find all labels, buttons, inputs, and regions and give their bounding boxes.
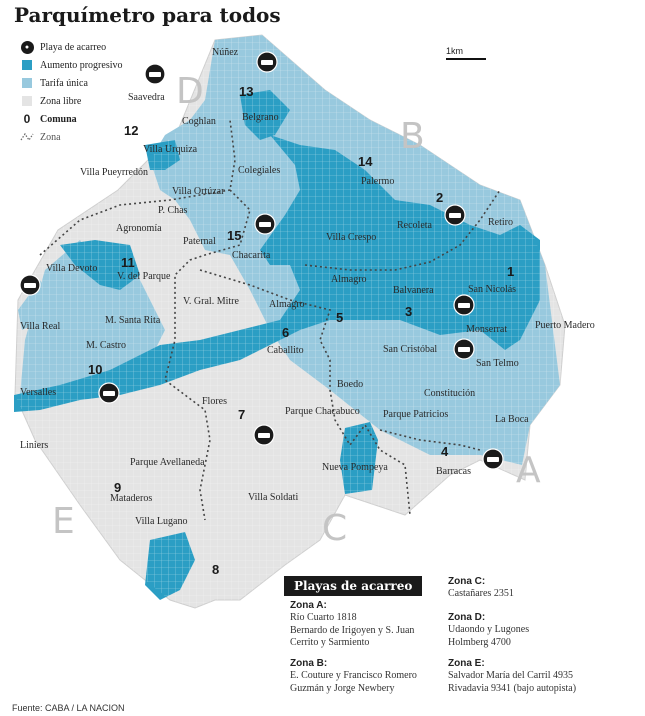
zona-a-line: Bernardo de Irigoyen y S. Juan — [290, 624, 415, 636]
legend-label: Zona libre — [40, 95, 82, 107]
neighborhood-label: Villa Devoto — [46, 263, 98, 274]
neighborhood-label: Versalles — [20, 387, 57, 398]
playas-title: Playas de acarreo — [284, 576, 422, 596]
comuna-number: 7 — [238, 407, 246, 422]
legend-item-comuna — [20, 110, 123, 128]
neighborhood-label: Flores — [202, 396, 227, 407]
neighborhood-label: Villa Real — [20, 321, 61, 332]
neighborhood-label: San Cristóbal — [383, 344, 438, 355]
zona-b-line: Guzmán y Jorge Newbery — [290, 682, 395, 694]
source-credit: Fuente: CABA / LA NACION — [12, 703, 125, 713]
neighborhood-label: M. Santa Rita — [105, 315, 161, 326]
legend-item-free — [20, 92, 123, 110]
zone-letter-a: A — [516, 450, 541, 491]
comuna-number: 5 — [336, 310, 344, 325]
neighborhood-label: Parque Patricios — [383, 409, 449, 420]
neighborhood-label: Villa Crespo — [326, 232, 377, 243]
neighborhood-label: M. Castro — [86, 340, 126, 351]
playas-box — [284, 576, 636, 706]
zone-letter-c: C — [322, 508, 348, 549]
zona-e-heading: Zona E: — [448, 658, 485, 669]
neighborhood-label: Villa Pueyrredón — [80, 167, 148, 178]
comuna-number: 12 — [124, 123, 139, 138]
zona-d-line: Holmberg 4700 — [448, 636, 511, 648]
legend-item-single-rate — [20, 74, 123, 92]
legend-item-zona — [20, 128, 123, 146]
zona-a-line: Cerrito y Sarmiento — [290, 637, 370, 648]
comuna-number: 4 — [441, 444, 449, 459]
comuna-number: 3 — [405, 304, 413, 319]
legend-label: Tarifa única — [40, 77, 88, 89]
map-title: Parquímetro para todos — [14, 3, 281, 27]
comuna-number: 8 — [212, 562, 220, 577]
neighborhood-label: Nueva Pompeya — [322, 462, 388, 473]
zona-b-line: E. Couture y Francisco Romero — [290, 670, 417, 681]
neighborhood-label: Liniers — [20, 440, 49, 451]
swatch-icon — [20, 94, 34, 108]
tow-truck-icon: ● — [20, 40, 34, 54]
neighborhood-label: Villa Ortúzar — [172, 186, 225, 197]
zona-a-line: Río Cuarto 1818 — [290, 612, 357, 623]
neighborhood-label: V. Gral. Mitre — [183, 296, 239, 307]
neighborhood-label: Agronomía — [116, 223, 162, 234]
neighborhood-label: Colegiales — [238, 165, 281, 176]
comuna-number: 15 — [227, 228, 242, 243]
swatch-icon — [20, 58, 34, 72]
neighborhood-label: Mataderos — [110, 493, 153, 504]
neighborhood-label: Villa Soldati — [248, 492, 299, 503]
neighborhood-label: Retiro — [488, 217, 513, 228]
neighborhood-label: Almagro — [269, 299, 305, 310]
comuna-number: 11 — [121, 255, 135, 270]
neighborhood-label: Saavedra — [128, 92, 165, 103]
comuna-number: 2 — [436, 190, 444, 205]
neighborhood-label: Belgrano — [242, 112, 279, 123]
comuna-number: 6 — [282, 325, 290, 340]
neighborhood-label: Parque Avellaneda — [130, 457, 205, 468]
neighborhood-label: Palermo — [361, 176, 395, 187]
zona-d-lines — [448, 624, 529, 649]
legend-label: Playa de acarreo — [40, 41, 107, 53]
neighborhood-label: Recoleta — [397, 220, 432, 231]
comuna-number: 1 — [507, 264, 515, 279]
dotted-line-icon — [20, 130, 34, 144]
comuna-number: 13 — [239, 84, 254, 99]
legend-label: Aumento progresivo — [40, 59, 123, 71]
scale-bar — [446, 46, 486, 60]
neighborhood-label: P. Chas — [158, 205, 188, 216]
zone-letter-e: E — [52, 501, 75, 542]
zone-letter-b: B — [400, 116, 425, 157]
legend-item-tow — [20, 38, 123, 56]
neighborhood-label: Núñez — [212, 47, 239, 58]
legend-label: Comuna — [40, 113, 77, 125]
zona-b-heading: Zona B: — [290, 658, 328, 669]
comuna-number: 14 — [358, 154, 373, 169]
neighborhood-label: Coghlan — [182, 116, 216, 127]
zona-c-line: Castañares 2351 — [448, 588, 514, 599]
neighborhood-label: Villa Urquiza — [143, 144, 198, 155]
zona-e-line: Salvador María del Carril 4935 — [448, 670, 573, 681]
comuna-number-symbol: 0 — [23, 112, 31, 126]
neighborhood-label: Chacarita — [232, 250, 271, 261]
legend-item-progressive — [20, 56, 123, 74]
comuna-number: 9 — [114, 480, 122, 495]
scale-label: 1km — [446, 46, 464, 56]
neighborhood-label: Villa Lugano — [135, 516, 188, 527]
zona-c-lines — [448, 588, 514, 601]
zona-e-line: Rivadavia 9341 (bajo autopista) — [448, 682, 577, 694]
swatch-icon — [20, 76, 34, 90]
neighborhood-label: Almagro — [331, 274, 367, 285]
neighborhood-label: Balvanera — [393, 285, 434, 296]
zona-a-heading: Zona A: — [290, 600, 327, 611]
neighborhood-label: Puerto Madero — [535, 320, 595, 331]
zona-a-lines — [290, 612, 414, 650]
zona-d-line: Udaondo y Lugones — [448, 624, 530, 635]
legend-label: Zona — [40, 131, 61, 143]
neighborhood-label: V. del Parque — [117, 271, 171, 282]
zona-c-heading: Zona C: — [448, 576, 486, 587]
neighborhood-label: Barracas — [436, 466, 471, 477]
neighborhood-label: Boedo — [337, 379, 364, 390]
neighborhood-label: San Nicolás — [468, 284, 517, 295]
neighborhood-label: Caballito — [267, 345, 304, 356]
neighborhood-label: La Boca — [495, 414, 529, 425]
neighborhood-label: Constitución — [424, 388, 476, 399]
neighborhood-label: Paternal — [183, 236, 216, 247]
zona-e-lines — [448, 670, 576, 695]
comuna-number: 10 — [88, 362, 103, 377]
zona-b-lines — [290, 670, 417, 695]
neighborhood-label: Monserrat — [466, 324, 508, 335]
neighborhood-label: San Telmo — [476, 358, 519, 369]
zone-letter-d: D — [176, 71, 204, 112]
zona-d-heading: Zona D: — [448, 612, 486, 623]
neighborhood-label: Parque Chacabuco — [285, 406, 360, 417]
map-legend — [20, 38, 123, 146]
